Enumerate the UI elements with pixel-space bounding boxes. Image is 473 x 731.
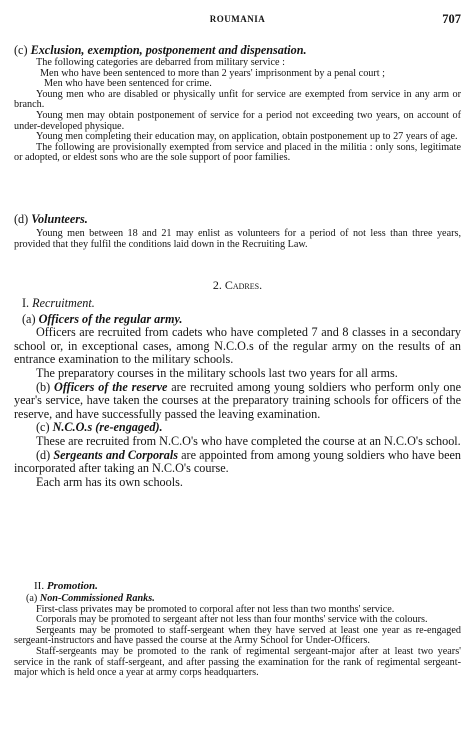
item-b-label: (b) — [36, 379, 51, 394]
cadres-title: Cadres. — [224, 278, 263, 292]
item-b-text: are recruited among young soldiers who perform only one year's service, have taken the courses at the preparatory training schools for officers of the reserve, and have successfully passed the leaving examination. — [14, 379, 461, 421]
item-a-para-1: Officers are recruited from cadets who have completed 7 and 8 classes in a secondary school or, in exceptional cases, among N.C.O.s of the regular army on the results of an entrance examination to the military schools. — [14, 325, 461, 367]
cadres-heading — [14, 278, 461, 293]
section-c-para-2: Young men may obtain postponement of service for a period not exceeding two years, on account of under-developed physique. — [14, 109, 461, 132]
item-d-text: are appointed from among young soldiers who have been incorporated after taking an N.C.O's course. — [14, 447, 461, 476]
section-d-label: (d) — [14, 212, 29, 226]
section-d-body — [14, 229, 461, 250]
ncr-para-1: First-class privates may be promoted to corporal after not less than two months' service. — [36, 603, 395, 615]
section-d-para: Young men between 18 and 21 may enlist as volunteers for a period of not less than three years, provided that they fulfil the conditions laid down in the Recruiting Law. — [14, 228, 461, 250]
section-d-title: Volunteers. — [31, 212, 88, 226]
item-d-text-2: Each arm has its own schools. — [36, 474, 183, 489]
section-c-para-4: The following are provisionally exempted from service and placed in the militia : only sons, legitimate or adopted, or eldest sons who are the sole support of poor families. — [14, 141, 461, 164]
section-d-heading — [14, 212, 461, 226]
item-d-title: Sergeants and Corporals — [53, 447, 179, 462]
promotion-heading — [14, 580, 461, 592]
item-d — [14, 449, 461, 476]
section-c-label: (c) — [14, 43, 28, 57]
section-d — [14, 212, 461, 226]
ncr-label: (a) — [26, 593, 38, 604]
cadres-body — [14, 297, 461, 489]
recruitment-label: I. — [22, 296, 30, 310]
item-b — [14, 381, 461, 422]
cadres-number: 2. — [212, 278, 222, 292]
item-c-heading — [14, 421, 461, 435]
ncr-title: Non-Commissioned Ranks. — [39, 593, 155, 604]
section-c-para-3: Young men completing their education may, on application, obtain postponement up to 27 years of age. — [36, 131, 458, 143]
item-a-label: (a) — [22, 311, 36, 326]
ncr-para-2: Corporals may be promoted to sergeant after not less than four months' service with the colours. — [36, 614, 428, 626]
ncr-para-4: Staff-sergeants may be promoted to the rank of regimental sergeant-major after at least two years' service in the rank of staff-sergeant, and after passing the examination for the rank of regimental sergeant-major which is held once a year at army corps headquarters. — [14, 645, 461, 679]
item-a-title: Officers of the regular army. — [38, 311, 183, 326]
section-c — [14, 43, 461, 57]
item-c-title: N.C.O.s (re-engaged). — [52, 420, 163, 435]
page-header — [14, 14, 461, 28]
section-c-item-1: Men who have been sentenced to more than 2 years' imprisonment by a penal court ; — [40, 67, 385, 79]
section-c-para-1: Young men who are disabled or physically unfit for service are exempted from service in any arm or branch. — [14, 88, 461, 111]
promotion-title: Promotion. — [46, 580, 98, 592]
recruitment-heading — [14, 297, 461, 311]
item-b-title: Officers of the reserve — [54, 379, 168, 394]
item-a-heading — [14, 313, 461, 327]
promotion-label: II. — [34, 580, 45, 592]
item-c-label: (c) — [36, 420, 50, 435]
ncr-para-3: Sergeants may be promoted to staff-sergeant when they have served at least one year as re-engaged sergeant-instructors and have passed the course at the Army School for Under-Officers. — [14, 624, 461, 647]
promotion-section — [14, 580, 461, 679]
item-a-para-2: The preparatory courses in the military schools last two years for all arms. — [36, 365, 398, 380]
section-c-title: Exclusion, exemption, postponement and dispensation. — [30, 43, 307, 57]
section-c-body — [14, 58, 461, 164]
ncr-heading — [14, 594, 461, 605]
page-number: 707 — [442, 12, 461, 26]
item-c-text: These are recruited from N.C.O's who have completed the course at an N.C.O's school. — [36, 433, 461, 448]
section-c-item-2: Men who have been sentenced for crime. — [44, 78, 212, 90]
section-c-heading — [14, 43, 461, 57]
item-d-label: (d) — [36, 447, 51, 462]
recruitment-title: Recruitment. — [32, 296, 95, 310]
section-c-intro: The following categories are debarred from military service : — [36, 57, 285, 68]
running-head: ROUMANIA — [209, 14, 266, 24]
